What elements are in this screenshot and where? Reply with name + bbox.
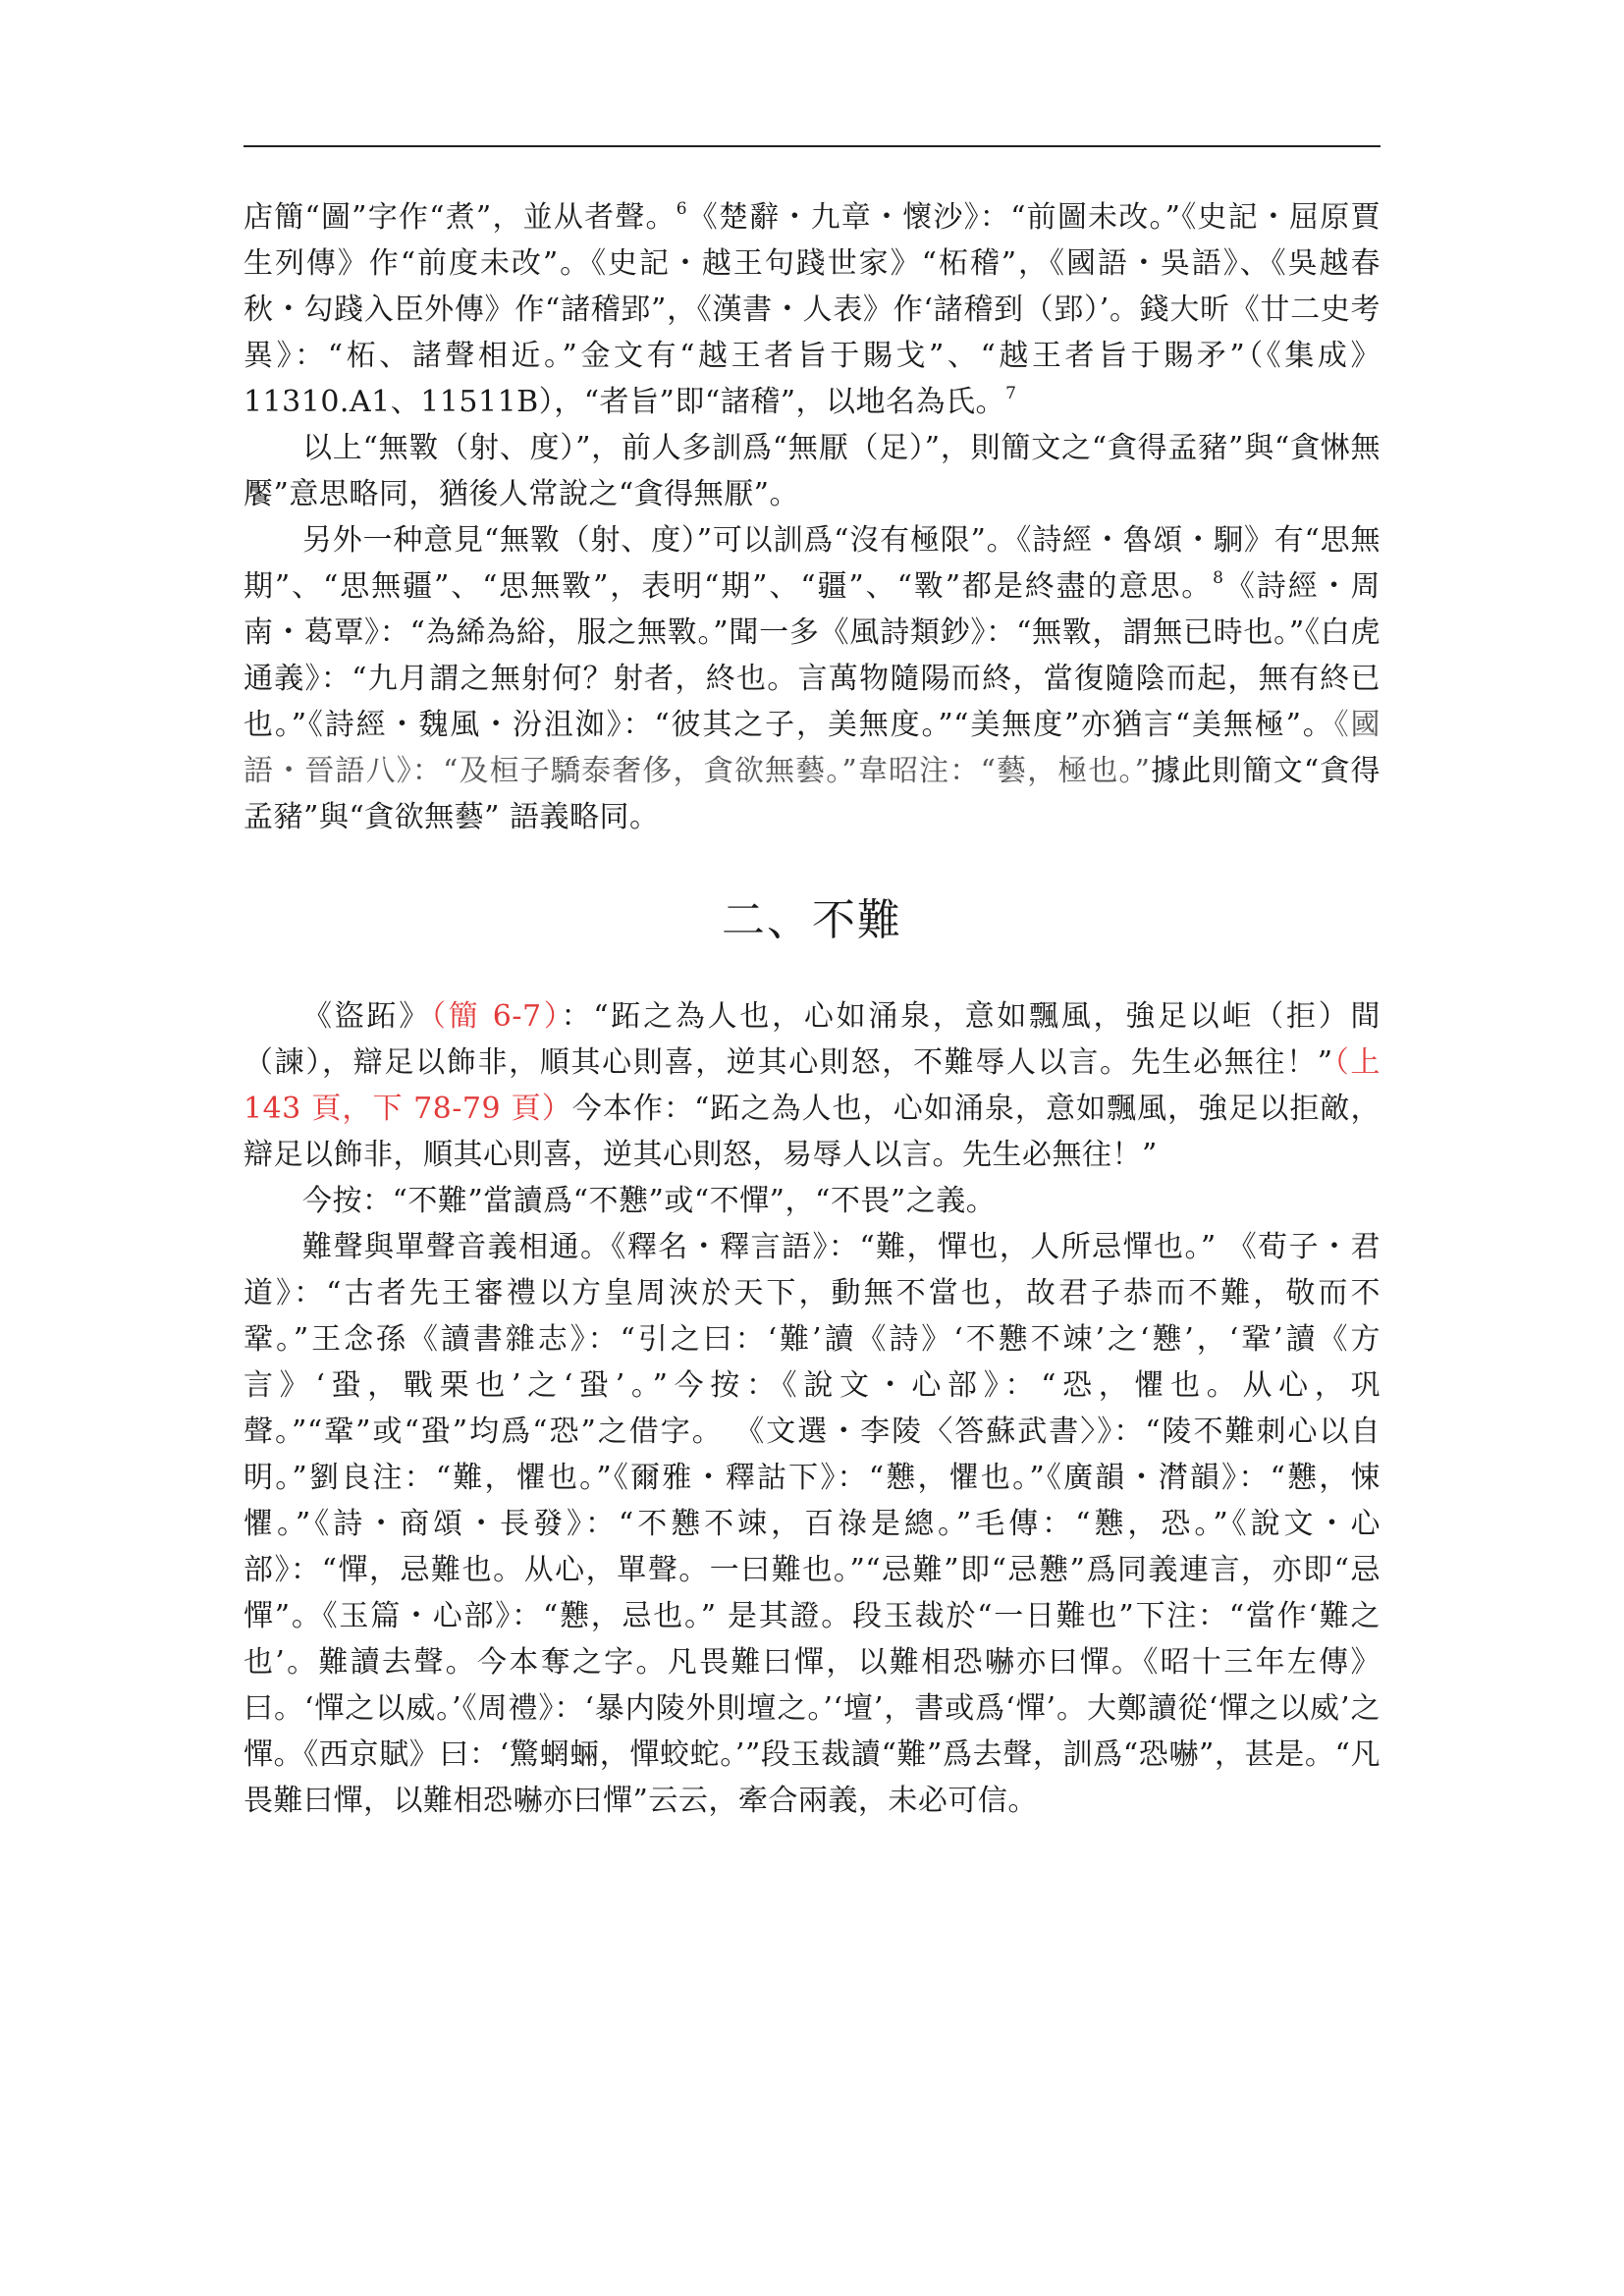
gray-quote: 《國語・晉語八》：“及桓子驕泰奢侈，貪欲無藝。”韋昭注：“藝，極也。” [244,708,1381,788]
text-run: 另外一种意見“無斁（射、度）”可以訓爲“沒有極限”。《詩經・魯頌・駉》有“思無期”、“思無疆”、“思無斁”，表明“期”、“疆”、“斁”都是終盡的意思。 [244,523,1380,604]
text-run: 《楚辭・九章・懷沙》：“前圖未改。”《史記・屈原賈生列傳》作“前度未改”。《史記・越王句踐世家》“柘稽”，《國語・吳語》、《吳越春秋・勾踐入臣外傳》作“諸稽郢”，《漢書・人表》作‘諸稽到（郢）’。錢大昕《廿二史考異》：“柘、諸聲相近。”金文有“越王者旨于賜戈”、“越王者旨于賜矛”（《集成》11310.A1、11511B），“者旨”即“諸稽”，以地名為氏。 [244,200,1380,419]
text-run: 據此則簡文“貪得孟豬”與“貪欲無藝” 語義略同。 [244,754,1380,834]
text-run: ：“跖之為人也，心如涌泉，意如飄風，強足以岠（拒）間（諫），辯足以飾非，順其心則喜，逆其心則怒，不難辱人以言。先生必無往！” [244,999,1380,1080]
footnote-ref-6[interactable]: 6 [676,199,688,219]
text-run: 《詩經・周南・葛覃》：“為絺為綌，服之無斁。”聞一多《風詩類鈔》：“無斁，謂無已時也。”《白虎通義》：“九月謂之無射何？射者，終也。言萬物隨陽而終，當復隨陰而起，無有終已也。”《詩經・魏風・汾沮洳》：“彼其之子，美無度。”“美無度”亦猶言“美無極”。 [244,569,1380,742]
paragraph-note: 今按：“不難”當讀爲“不戁”或“不憚”，“不畏”之義。 [302,1184,997,1218]
text-run: 店簡“圖”字作“煮”，並从者聲。 [244,200,677,235]
text-run: 《盜跖》 [302,999,431,1034]
paragraph-dao-zhi [244,993,1380,1178]
page-reference: （上 143 頁，下 78-79 頁） [244,1045,1381,1126]
paragraph-another-view [244,517,1380,840]
paragraph-wu-yi-summary: 以上“無斁（射、度）”，前人多訓爲“無厭（足）”，則簡文之“貪得孟豬”與“貪惏無饜”意思略同，猶後人常說之“貪得無厭”。 [244,431,1380,511]
section-title: 二、不難 [722,895,902,945]
header-rule [244,145,1380,147]
text-run: 今本作：“跖之為人也，心如涌泉，意如飄風，強足以拒敵，辯足以飾非，順其心則喜，逆其心則怒，易辱人以言。先生必無往！” [244,1092,1380,1172]
paragraph-nan-dan: 難聲與單聲音義相通。《釋名・釋言語》：“難，憚也，人所忌憚也。” 《荀子・君道》：“古者先王審禮以方皇周浹於天下，動無不當也，故君子恭而不難，敬而不鞏。”王念孫《讀書雜志》：“引之曰：‘難’讀《詩》‘不戁不竦’之‘戁’，‘鞏’讀《方言》‘蛩，戰栗也’之‘蛩’。”今按：《說文・心部》：“恐，懼也。从心，巩聲。”“鞏”或“蛩”均爲“恐”之借字。 《文選・李陵〈答蘇武書〉》：“陵不難刺心以自明。”劉良注：“難，懼也。”《爾雅・釋詁下》：“戁，懼也。”《廣韻・潸韻》：“戁，悚懼。”《詩・商頌・長發》：“不戁不竦，百祿是總。”毛傳：“戁，恐。”《說文・心部》：“憚，忌難也。从心，單聲。一曰難也。”“忌難”即“忌戁”爲同義連言，亦即“忌憚”。《玉篇・心部》：“戁，忌也。” 是其證。段玉裁於“一日難也”下注：“當作‘難之也’。難讀去聲。今本奪之字。凡畏難曰憚，以難相恐嚇亦曰憚。《昭十三年左傳》曰。‘憚之以威。’《周禮》：‘暴内陵外則壇之。’‘壇’，書或爲‘憚’。大鄭讀從‘憚之以威’之憚。《西京賦》曰：‘驚蝄蜽，憚蛟蛇。’”段玉裁讀“難”爲去聲，訓爲“恐嚇”，甚是。“凡畏難曰憚，以難相恐嚇亦曰憚”云云，牽合兩義，未必可信。 [244,1230,1380,1818]
slip-reference: （簡 6-7） [430,999,562,1034]
footnote-ref-7[interactable]: 7 [1005,384,1017,403]
footnote-ref-8[interactable]: 8 [1213,568,1224,588]
paragraph-continuation [244,194,1380,425]
page-content [244,194,1380,1824]
